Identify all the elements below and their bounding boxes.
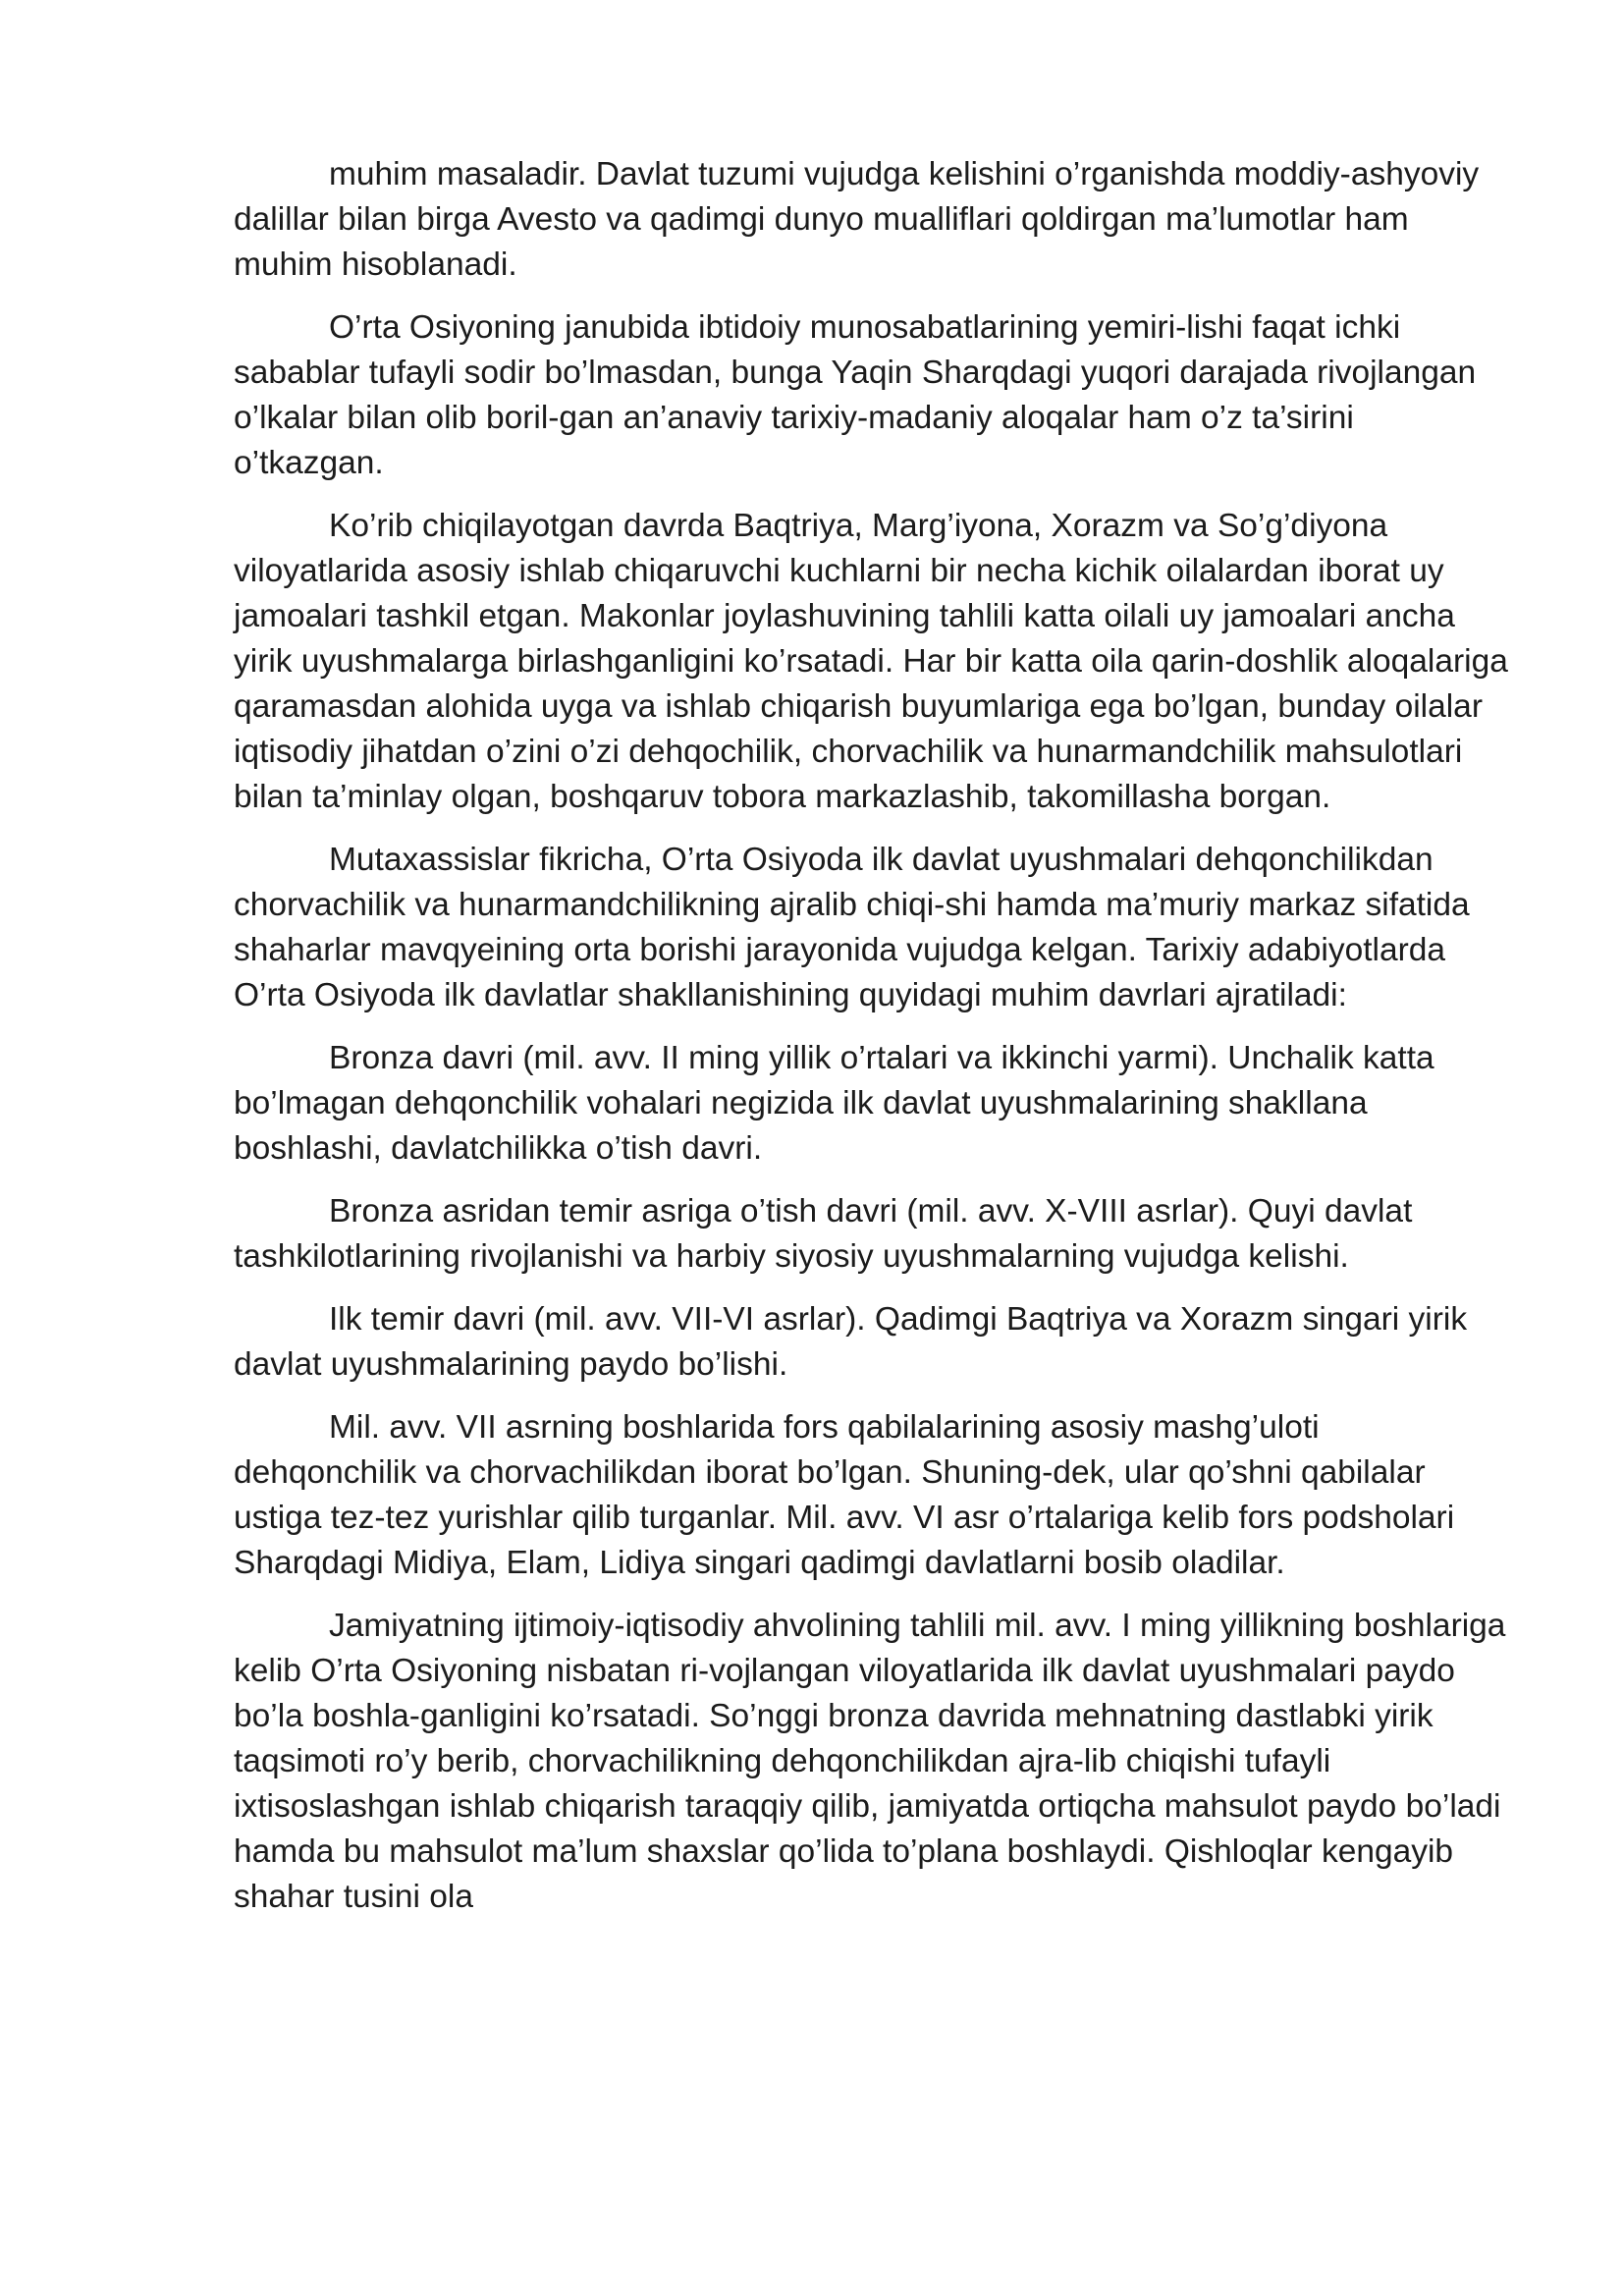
paragraph-8: Mil. avv. VII asrning boshlarida fors qabilalarining asosiy mashg’uloti dehqonchilik va chorvachilikdan iborat bo’lgan. Shuning-dek, ular qo’shni qabilalar ustiga tez-tez yurishlar qilib turganlar. Mil. avv. VI asr o’rtalariga kelib fors podsholari Sharqdagi Midiya, Elam, Lidiya singari qadimgi davlatlarni bosib oladilar. (234, 1409, 1455, 1581)
paragraph-5: Bronza davri (mil. avv. II ming yillik o’rtalari va ikkinchi yarmi). Unchalik katta bo’lmagan dehqonchilik vohalari negizida ilk davlat uyushmalarining shakllana boshlashi, davlatchilikka o’tish davri. (234, 1040, 1434, 1167)
paragraph-2: O’rta Osiyoning janubida ibtidoiy munosabatlarining yemiri-lishi faqat ichki sabablar tufayli sodir bo’lmasdan, bunga Yaqin Sharqdagi yuqori darajada rivojlangan o’lkalar bilan olib boril-gan an’anaviy tarixiy-madaniy aloqalar ham o’z ta’sirini o’tkazgan. (234, 309, 1477, 481)
paragraph-7: Ilk temir davri (mil. avv. VII-VI asrlar). Qadimgi Baqtriya va Xorazm singari yirik davlat uyushmalarining paydo bo’lishi. (234, 1301, 1468, 1383)
paragraph-3: Ko’rib chiqilayotgan davrda Baqtriya, Marg’iyona, Xorazm va So’g’diyona viloyatlarida asosiy ishlab chiqaruvchi kuchlarni bir necha kichik oilalardan iborat uy jamoalari tashkil etgan. Makonlar joylashuvining tahlili katta oilali uy jamoalari ancha yirik uyushmalarga birlashganligini ko’rsatadi. Har bir katta oila qarin-doshlik aloqalariga qaramasdan alohida uyga va ishlab chiqarish buyumlariga ega bo’lgan, bunday oilalar iqtisodiy jihatdan o’zini o’zi dehqochilik, chorvachilik va hunarmandchilik mahsulotlari bilan ta’minlay olgan, boshqaruv tobora markazlashib, takomillasha borgan. (234, 508, 1508, 815)
paragraph-6: Bronza asridan temir asriga o’tish davri (mil. avv. X-VIII asrlar). Quyi davlat tashkilotlarining rivojlanishi va harbiy siyosiy uyushmalarning vujudga kelishi. (234, 1193, 1413, 1275)
body-text (234, 152, 1510, 1938)
paragraph-9: Jamiyatning ijtimoiy-iqtisodiy ahvolining tahlili mil. avv. I ming yillikning boshlariga kelib O’rta Osiyoning nisbatan ri-vojlangan viloyatlarida ilk davlat uyushmalari paydo bo’la boshla-ganligini ko’rsatadi. So’nggi bronza davrida mehnatning dastlabki yirik taqsimoti ro’y berib, chorvachilikning dehqonchilikdan ajra-lib chiqishi tufayli ixtisoslashgan ishlab chiqarish taraqqiy qilib, jamiyatda ortiqcha mahsulot paydo bo’ladi hamda bu mahsulot ma’lum shaxslar qo’lida to’plana boshlaydi. Qishloqlar kengayib shahar tusini ola (234, 1608, 1506, 1915)
paragraph-4: Mutaxassislar fikricha, O’rta Osiyoda ilk davlat uyushmalari dehqonchilikdan chorvachilik va hunarmandchilikning ajralib chiqi-shi hamda ma’muriy markaz sifatida shaharlar mavqyeining orta borishi jarayonida vujudga kelgan. Tarixiy adabiyotlarda O’rta Osiyoda ilk davlatlar shakllanishining quyidagi muhim davrlari ajratiladi: (234, 842, 1470, 1013)
paragraph-1: muhim masaladir. Davlat tuzumi vujudga kelishini o’rganishda moddiy-ashyoviy dalillar bilan birga Avesto va qadimgi dunyo mualliflari qoldirgan ma’lumotlar ham muhim hisoblanadi. (234, 156, 1480, 283)
